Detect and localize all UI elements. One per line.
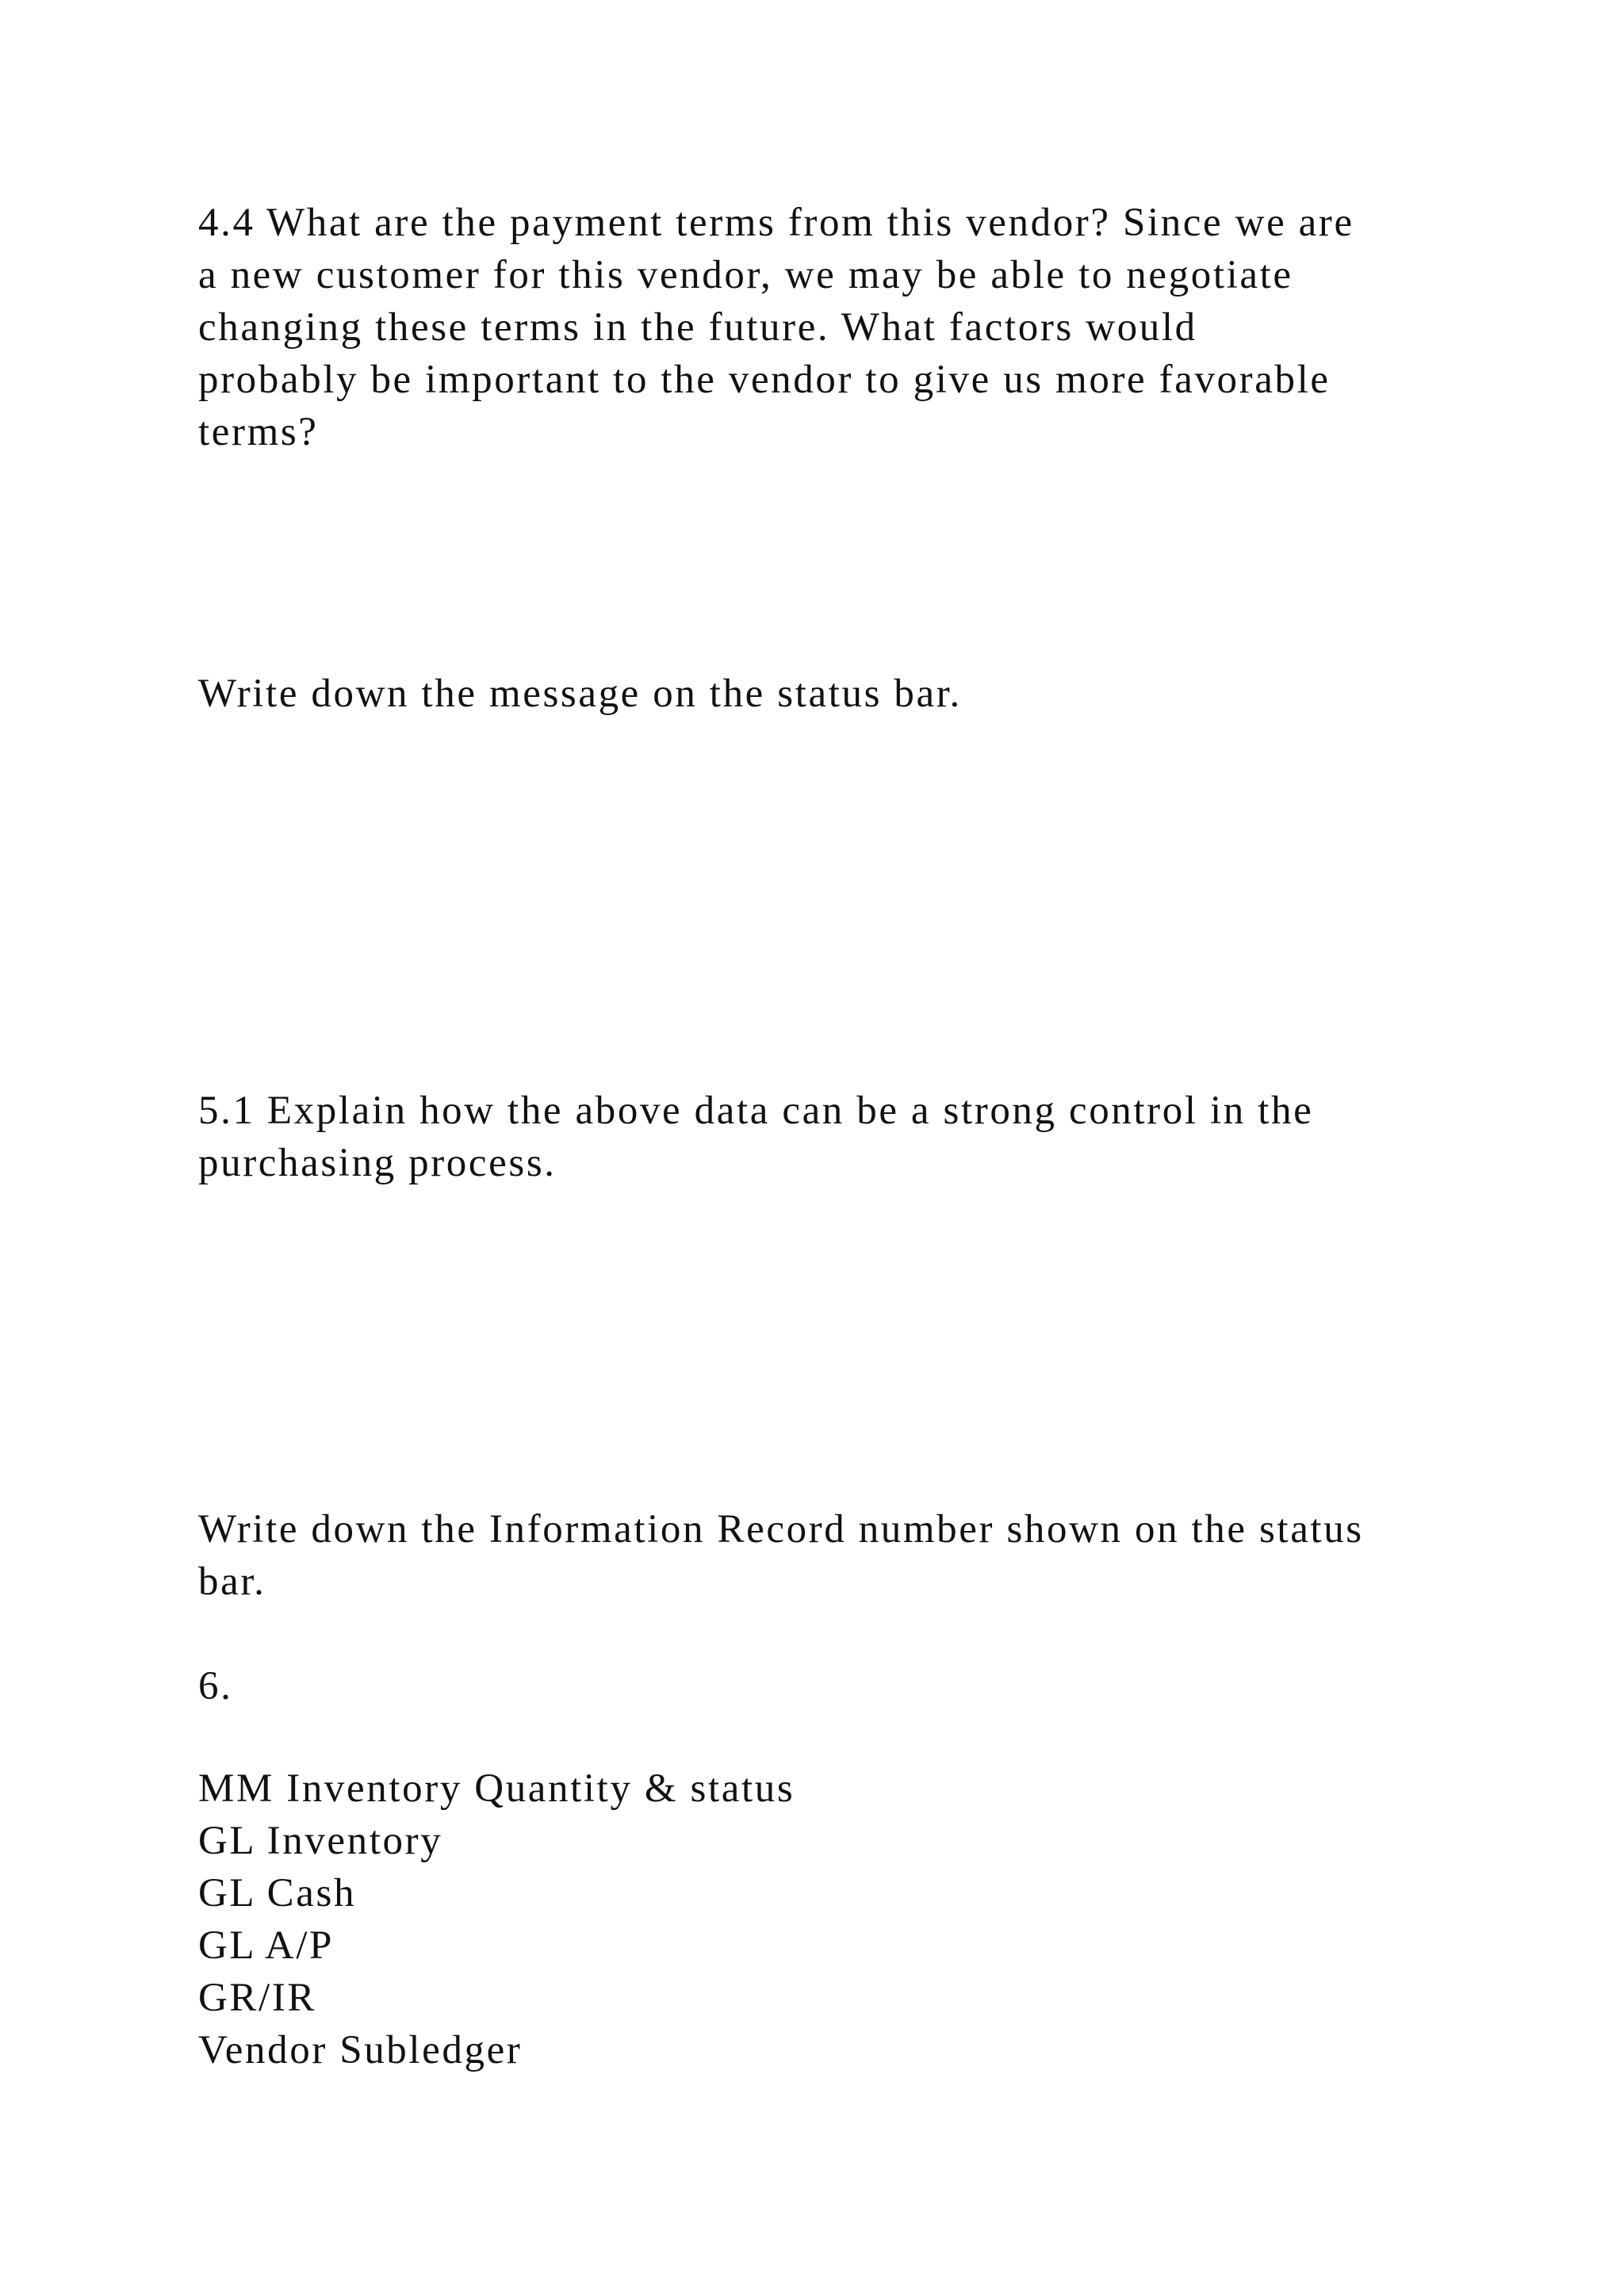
question-4-4-line: 4.4 What are the payment terms from this vendor? Since we are (198, 201, 1354, 245)
info-record-prompt-line: bar. (198, 1559, 266, 1604)
accounts-list (198, 1762, 1467, 2076)
account-item: GL Cash (198, 1871, 357, 1915)
info-record-prompt (198, 1503, 1467, 1608)
question-5-1 (198, 1085, 1467, 1189)
question-5-1-line: purchasing process. (198, 1141, 557, 1185)
account-item: GR/IR (198, 1976, 317, 2020)
question-4-4-line: changing these terms in the future. What factors would (198, 305, 1197, 350)
question-5-1-line: 5.1 Explain how the above data can be a strong control in the (198, 1089, 1314, 1133)
account-item: MM Inventory Quantity & status (198, 1766, 795, 1811)
status-message-prompt-text: Write down the message on the status bar. (198, 672, 962, 716)
account-item: Vendor Subledger (198, 2028, 523, 2072)
info-record-prompt-line: Write down the Information Record number shown on the status (198, 1507, 1364, 1552)
account-item: GL A/P (198, 1923, 334, 1968)
question-4-4 (198, 197, 1467, 458)
status-message-prompt (198, 668, 1467, 720)
question-4-4-line: a new customer for this vendor, we may be able to negotiate (198, 253, 1293, 297)
account-item: GL Inventory (198, 1819, 443, 1863)
section-6-number: 6. (198, 1664, 233, 1709)
question-4-4-line: terms? (198, 410, 319, 454)
question-4-4-line: probably be important to the vendor to give us more favorable (198, 358, 1331, 402)
section-6-heading (198, 1660, 1467, 1712)
